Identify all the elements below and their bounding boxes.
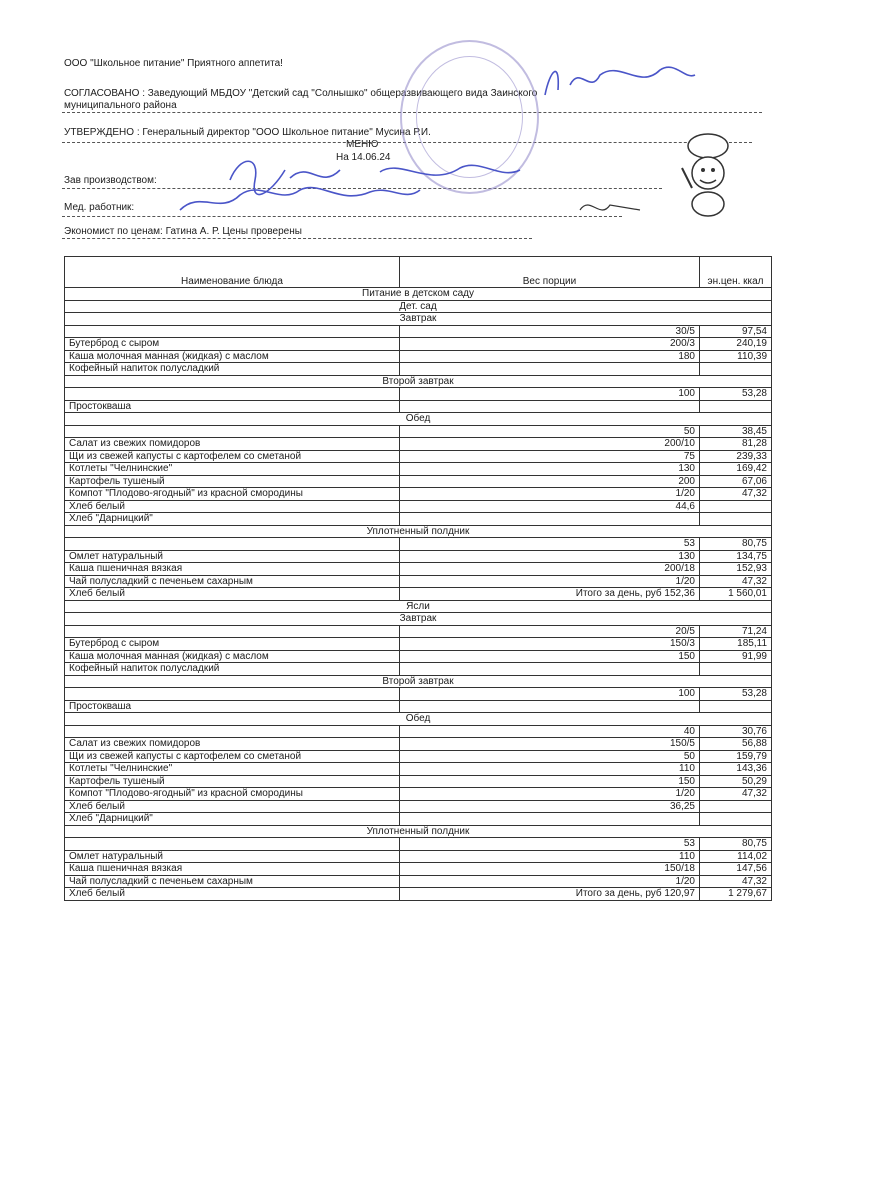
weight-cell: 150/18: [400, 863, 700, 876]
dish-name-cell: [65, 838, 400, 851]
dish-name-cell: [65, 688, 400, 701]
weight-cell: [400, 700, 700, 713]
dish-name-cell: Кофейный напиток полусладкий: [65, 663, 400, 676]
table-row: [65, 663, 772, 676]
kcal-cell: 56,88: [700, 738, 772, 751]
table-row: [65, 538, 772, 551]
kcal-cell: 50,29: [700, 775, 772, 788]
weight-cell: 150/5: [400, 738, 700, 751]
weight-cell: [400, 813, 700, 826]
agreed-line: СОГЛАСОВАНО : Заведующий МБДОУ "Детский сад "Солнышко" общеразвивающего вида Заинского: [64, 88, 538, 99]
table-row: [65, 700, 772, 713]
medic-label: Мед. работник:: [64, 202, 135, 213]
table-row: [65, 475, 772, 488]
weight-cell: 30/5: [400, 325, 700, 338]
weight-cell: 100: [400, 388, 700, 401]
table-row: [65, 575, 772, 588]
economist-line: Экономист по ценам: Гатина А. Р. Цены проверены: [64, 226, 302, 237]
table-row: [65, 813, 772, 826]
weight-cell: 130: [400, 463, 700, 476]
weight-cell: 110: [400, 763, 700, 776]
table-row: [65, 775, 772, 788]
kcal-cell: [700, 813, 772, 826]
table-row: [65, 350, 772, 363]
weight-cell: 110: [400, 850, 700, 863]
kcal-cell: 134,75: [700, 550, 772, 563]
table-row: [65, 438, 772, 451]
dish-name-cell: Каша пшеничная вязкая: [65, 563, 400, 576]
table-row: [65, 650, 772, 663]
kcal-cell: 97,54: [700, 325, 772, 338]
table-row: [65, 463, 772, 476]
section-row: [65, 525, 772, 538]
menu-table: [64, 256, 772, 901]
section-row: [65, 825, 772, 838]
kcal-cell: [700, 800, 772, 813]
weight-cell: 50: [400, 750, 700, 763]
kcal-cell: 185,11: [700, 638, 772, 651]
column-header-dish: Наименование блюда: [65, 257, 400, 288]
dish-name-cell: [65, 725, 400, 738]
kcal-cell: [700, 700, 772, 713]
section-title: Обед: [65, 713, 772, 726]
dish-name-cell: [65, 425, 400, 438]
approved-line: УТВЕРЖДЕНО : Генеральный директор "ООО Школьное питание" Мусина Р.И.: [64, 127, 431, 138]
table-row: [65, 363, 772, 376]
kcal-cell: 169,42: [700, 463, 772, 476]
column-header-weight: Вес порции: [400, 257, 700, 288]
chef-mascot-icon: [672, 128, 742, 218]
section-row: [65, 413, 772, 426]
divider: [62, 238, 532, 239]
section-title: Завтрак: [65, 613, 772, 626]
table-row: [65, 338, 772, 351]
weight-cell: 53: [400, 538, 700, 551]
table-row: [65, 588, 772, 601]
dish-name-cell: Салат из свежих помидоров: [65, 738, 400, 751]
table-row: [65, 488, 772, 501]
kcal-cell: 143,36: [700, 763, 772, 776]
dish-name-cell: Хлеб белый: [65, 588, 400, 601]
section-title: Обед: [65, 413, 772, 426]
dish-name-cell: Салат из свежих помидоров: [65, 438, 400, 451]
weight-cell: [400, 400, 700, 413]
menu-table-body: [65, 288, 772, 901]
dish-name-cell: Чай полусладкий с печеньем сахарным: [65, 875, 400, 888]
weight-cell: 200/10: [400, 438, 700, 451]
section-title: Уплотненный полдник: [65, 525, 772, 538]
kcal-cell: 110,39: [700, 350, 772, 363]
dish-name-cell: Компот "Плодово-ягодный" из красной смородины: [65, 788, 400, 801]
kcal-cell: 114,02: [700, 850, 772, 863]
kcal-cell: 80,75: [700, 838, 772, 851]
weight-cell: 1/20: [400, 488, 700, 501]
weight-cell: Итого за день, руб 120,97: [400, 888, 700, 901]
section-row: [65, 675, 772, 688]
table-row: [65, 875, 772, 888]
agreed-line-2: муниципального района: [64, 100, 177, 111]
table-row: [65, 550, 772, 563]
table-row: [65, 450, 772, 463]
weight-cell: 53: [400, 838, 700, 851]
weight-cell: 150: [400, 775, 700, 788]
dish-name-cell: Чай полусладкий с печеньем сахарным: [65, 575, 400, 588]
dish-name-cell: Простокваша: [65, 700, 400, 713]
dish-name-cell: [65, 388, 400, 401]
table-row: [65, 725, 772, 738]
dish-name-cell: Каша молочная манная (жидкая) с маслом: [65, 650, 400, 663]
kcal-cell: 67,06: [700, 475, 772, 488]
dish-name-cell: Каша пшеничная вязкая: [65, 863, 400, 876]
kcal-cell: 159,79: [700, 750, 772, 763]
kcal-cell: 38,45: [700, 425, 772, 438]
weight-cell: 40: [400, 725, 700, 738]
table-row: [65, 738, 772, 751]
kcal-cell: 1 560,01: [700, 588, 772, 601]
weight-cell: 75: [400, 450, 700, 463]
weight-cell: 150: [400, 650, 700, 663]
section-row: [65, 313, 772, 326]
section-title: Дет. сад: [65, 300, 772, 313]
dish-name-cell: Компот "Плодово-ягодный" из красной смородины: [65, 488, 400, 501]
table-row: [65, 425, 772, 438]
kcal-cell: 240,19: [700, 338, 772, 351]
dish-name-cell: Хлеб белый: [65, 800, 400, 813]
table-row: [65, 688, 772, 701]
weight-cell: [400, 663, 700, 676]
kcal-cell: [700, 513, 772, 526]
table-row: [65, 788, 772, 801]
table-row: [65, 750, 772, 763]
weight-cell: 1/20: [400, 875, 700, 888]
kcal-cell: 47,32: [700, 875, 772, 888]
section-row: [65, 375, 772, 388]
weight-cell: [400, 363, 700, 376]
signatures: [170, 150, 710, 230]
dish-name-cell: Картофель тушеный: [65, 475, 400, 488]
table-row: [65, 863, 772, 876]
weight-cell: 1/20: [400, 788, 700, 801]
dish-name-cell: Хлеб белый: [65, 888, 400, 901]
weight-cell: 36,25: [400, 800, 700, 813]
dish-name-cell: Щи из свежей капусты с картофелем со сметаной: [65, 450, 400, 463]
section-row: [65, 613, 772, 626]
table-row: [65, 800, 772, 813]
column-header-kcal: эн.цен. ккал: [700, 257, 772, 288]
menu-title: МЕНЮ: [346, 139, 379, 150]
dish-name-cell: Картофель тушеный: [65, 775, 400, 788]
dish-name-cell: Каша молочная манная (жидкая) с маслом: [65, 350, 400, 363]
table-header-row: [65, 257, 772, 288]
dish-name-cell: Омлет натуральный: [65, 850, 400, 863]
dish-name-cell: Щи из свежей капусты с картофелем со сметаной: [65, 750, 400, 763]
kcal-cell: 147,56: [700, 863, 772, 876]
table-row: [65, 625, 772, 638]
section-title: Завтрак: [65, 313, 772, 326]
kcal-cell: 47,32: [700, 788, 772, 801]
kcal-cell: [700, 663, 772, 676]
kcal-cell: 30,76: [700, 725, 772, 738]
weight-cell: 130: [400, 550, 700, 563]
weight-cell: 200/18: [400, 563, 700, 576]
section-row: [65, 713, 772, 726]
kcal-cell: 80,75: [700, 538, 772, 551]
section-title: Второй завтрак: [65, 375, 772, 388]
section-row: [65, 600, 772, 613]
kcal-cell: 71,24: [700, 625, 772, 638]
kcal-cell: 53,28: [700, 688, 772, 701]
weight-cell: Итого за день, руб 152,36: [400, 588, 700, 601]
weight-cell: 180: [400, 350, 700, 363]
table-row: [65, 638, 772, 651]
dish-name-cell: [65, 325, 400, 338]
director-signature: [540, 50, 700, 110]
weight-cell: 50: [400, 425, 700, 438]
section-row: [65, 300, 772, 313]
dish-name-cell: Омлет натуральный: [65, 550, 400, 563]
kcal-cell: [700, 500, 772, 513]
dish-name-cell: [65, 538, 400, 551]
section-title: Второй завтрак: [65, 675, 772, 688]
dish-name-cell: Кофейный напиток полусладкий: [65, 363, 400, 376]
table-row: [65, 763, 772, 776]
dish-name-cell: Бутерброд с сыром: [65, 638, 400, 651]
weight-cell: 20/5: [400, 625, 700, 638]
weight-cell: 44,6: [400, 500, 700, 513]
dish-name-cell: Котлеты "Челнинские": [65, 463, 400, 476]
kcal-cell: 53,28: [700, 388, 772, 401]
table-row: [65, 513, 772, 526]
dish-name-cell: Бутерброд с сыром: [65, 338, 400, 351]
kcal-cell: 47,32: [700, 575, 772, 588]
table-row: [65, 838, 772, 851]
kcal-cell: 47,32: [700, 488, 772, 501]
kcal-cell: [700, 363, 772, 376]
section-title: Уплотненный полдник: [65, 825, 772, 838]
weight-cell: 1/20: [400, 575, 700, 588]
weight-cell: 200: [400, 475, 700, 488]
table-row: [65, 500, 772, 513]
table-row: [65, 563, 772, 576]
menu-date: На 14.06.24: [336, 152, 391, 163]
kcal-cell: 1 279,67: [700, 888, 772, 901]
kcal-cell: 81,28: [700, 438, 772, 451]
production-head-label: Зав производством:: [64, 175, 157, 186]
dish-name-cell: [65, 625, 400, 638]
kcal-cell: 239,33: [700, 450, 772, 463]
dish-name-cell: Котлеты "Челнинские": [65, 763, 400, 776]
weight-cell: 200/3: [400, 338, 700, 351]
table-row: [65, 850, 772, 863]
dish-name-cell: Хлеб "Дарницкий": [65, 813, 400, 826]
dish-name-cell: Хлеб белый: [65, 500, 400, 513]
weight-cell: [400, 513, 700, 526]
table-row: [65, 388, 772, 401]
section-row: [65, 288, 772, 301]
company-line: ООО "Школьное питание" Приятного аппетита!: [64, 58, 283, 69]
kcal-cell: [700, 400, 772, 413]
section-title: Ясли: [65, 600, 772, 613]
kcal-cell: 91,99: [700, 650, 772, 663]
table-row: [65, 400, 772, 413]
table-row: [65, 888, 772, 901]
dish-name-cell: Простокваша: [65, 400, 400, 413]
weight-cell: 150/3: [400, 638, 700, 651]
section-title: Питание в детском саду: [65, 288, 772, 301]
kcal-cell: 152,93: [700, 563, 772, 576]
table-row: [65, 325, 772, 338]
dish-name-cell: Хлеб "Дарницкий": [65, 513, 400, 526]
weight-cell: 100: [400, 688, 700, 701]
